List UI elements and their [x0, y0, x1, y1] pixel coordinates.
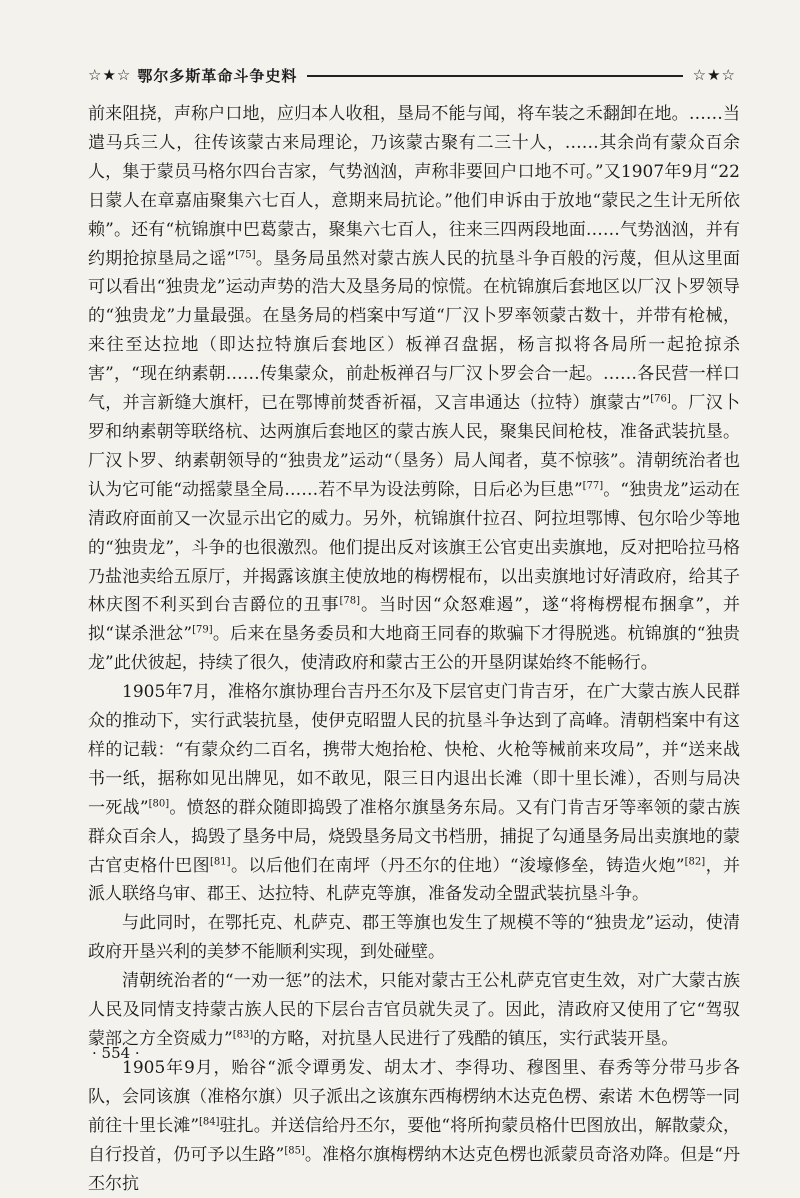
- footnote-ref: [83]: [232, 1029, 254, 1041]
- footnote-ref: [85]: [284, 1144, 305, 1156]
- header-stars-right: ☆★☆: [692, 66, 736, 84]
- footnote-ref: [84]: [199, 1116, 220, 1128]
- footnote-ref: [77]: [582, 480, 604, 492]
- footnote-ref: [75]: [235, 248, 256, 260]
- paragraph-text: 。厂汉卜罗和纳素朝等联络杭、达两旗后套地区的蒙古族人民，聚集民间枪枝，准备武装抗垦。厂汉卜罗、纳素朝领导的“独贵龙”运动“（垦务）局人闻者，莫不惊骇”。清朝统治者也认为它可能“动摇蒙垦全局……若不早为设法剪除，日后必为巨患”: [88, 393, 740, 500]
- header-title: 鄂尔多斯革命斗争史料: [137, 66, 298, 85]
- footnote-ref: [82]: [684, 855, 706, 867]
- paragraph-text: 。当时因“众怒难遏”，遂“将梅楞棍布捆拿”，并拟“谋杀泄忿”: [88, 595, 741, 645]
- paragraph-text: 1905年9月，贻谷“派令谭勇发、胡太才、李得功、穆图里、春秀等分带马步各队，会同该旗（准格尔旗）贝子派出之该旗东西梅楞纳木达克色楞、索诺 木色楞等一同前往十里长滩”: [88, 1057, 740, 1136]
- paragraph: [88, 678, 740, 909]
- paragraph: [88, 967, 740, 1054]
- footnote-ref: [79]: [192, 624, 213, 636]
- paragraph-text: 。垦务局虽然对蒙古族人民的抗垦斗争百般的污蔑，但从这里面可以看出“独贵龙”运动声势的浩大及垦务局的惊慌。在杭锦旗后套地区以厂汉卜罗领导的“独贵龙”力量最强。在垦务局的档案中写道“厂汉卜罗率领蒙古数十，并带有枪械，来往至达拉地（即达拉特旗后套地区）板禅召盘据，杨言拟将各局所一起抢掠杀害”，“现在纳素朝……传集蒙众，前赴板禅召与厂汉卜罗会合一起。……各民营一样口气，并言新缝大旗杆，已在鄂博前焚香祈福，又言串通达（拉特）旗蒙古”: [88, 248, 740, 414]
- footnote-ref: [76]: [650, 393, 671, 405]
- header-stars-left: ☆★☆: [88, 66, 132, 84]
- footnote-ref: [81]: [210, 855, 231, 867]
- paragraph-text: 。愤怒的群众随即捣毁了准格尔旗垦务东局。又有门肯吉牙等率领的蒙古族群众百余人，捣毁了垦务中局，烧毁垦务局文书档册，捕捉了勾通垦务局出卖旗地的蒙古官吏格什巴图: [88, 797, 740, 876]
- paragraph-text: 与此同时，在鄂托克、札萨克、郡王等旗也发生了规模不等的“独贵龙”运动，使清政府开垦兴利的美梦不能顺利实现，到处碰壁。: [88, 913, 740, 963]
- paragraph-text: 。以后他们在南坪（丹丕尔的住地）“浚壕修垒，铸造火炮”: [230, 855, 685, 876]
- paragraph-text: 的方略，对抗垦人民进行了残酷的镇压，实行武装开垦。: [253, 1029, 679, 1049]
- running-header: [88, 62, 736, 88]
- paragraph-text: 前来阻挠，声称户口地，应归本人收租，垦局不能与闻，将车装之禾翻卸在地。……当遣马兵三人，往传该蒙古来局理论，乃该蒙古聚有二三十人，……其余尚有蒙众百余人，集于蒙员马格尔四台吉家，气势汹汹，声称非要回户口地不可。”又1907年9月“22日蒙人在章嘉庙聚集六七百人，意期来局抗论。”他们申诉由于放地“蒙民之生计无所依赖”。还有“杭锦旗中巴葛蒙古，聚集六七百人，往来三四两段地面……气势汹汹，并有约期抢掠垦局之谣”: [88, 104, 740, 269]
- paragraph-text: 。后来在垦务委员和大地商王同春的欺骗下才得脱逃。杭锦旗的“独贵龙”此伏彼起，持续了很久，使清政府和蒙古王公的开垦阴谋始终不能畅行。: [88, 624, 740, 674]
- paragraph-text: 驻扎。并送信给丹丕尔，要他“将所拘蒙员格什巴图放出，解散蒙众，自行投首，仍可予以生路”: [88, 1115, 740, 1165]
- header-rule: [307, 75, 682, 77]
- paragraph: [88, 1054, 740, 1198]
- paragraph: [88, 909, 740, 967]
- footnote-ref: [80]: [148, 798, 170, 810]
- paragraph-text: 。准格尔旗梅楞纳木达克色楞也派蒙员奇洛劝降。但是“丹丕尔抗: [88, 1144, 740, 1194]
- paragraph-text: 清朝统治者的“一劝一惩”的法术，只能对蒙古王公札萨克官吏生效，对广大蒙古族人民及同情支持蒙古族人民的下层台吉官员就失灵了。因此，清政府又使用了它“驾驭蒙部之方全资威力”: [88, 971, 740, 1049]
- paragraph-text: 。“独贵龙”运动在清政府面前又一次显示出它的威力。另外，杭锦旗什拉召、阿拉坦鄂博、包尔哈少等地的“独贵龙”，斗争的也很激烈。他们提出反对该旗王公官吏出卖旗地，反对把哈拉马格乃盐池卖给五原厅，并揭露该旗主使放地的梅楞棍布，以出卖旗地讨好清政府，给其子林庆图不利买到台吉爵位的丑事: [88, 479, 740, 616]
- paragraph: [88, 100, 740, 678]
- paragraph-text: ，并派人联络乌审、郡王、达拉特、札萨克等旗，准备发动全盟武装抗垦斗争。: [88, 855, 741, 905]
- page-number: · 554 ·: [92, 1044, 140, 1062]
- footnote-ref: [78]: [339, 595, 361, 607]
- body-text: [88, 100, 740, 1198]
- paragraph-text: 1905年7月，准格尔旗协理台吉丹丕尔及下层官吏门肯吉牙，在广大蒙古族人民群众的推动下，实行武装抗垦，使伊克昭盟人民的抗垦斗争达到了高峰。清朝档案中有这样的记载：“有蒙众约二百名，携带大炮抬枪、快枪、火枪等械前来攻局”，并“送来战书一纸，据称如见出牌见，如不敢见，限三日内退出长滩（即十里长滩），否则与局决一死战”: [88, 682, 740, 818]
